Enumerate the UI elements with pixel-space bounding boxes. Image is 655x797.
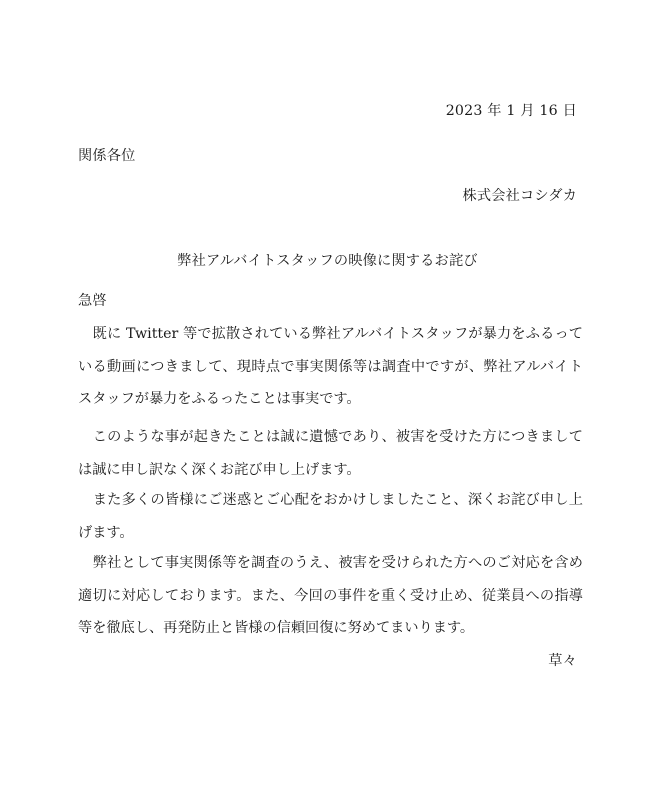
body-paragraph-4-text: 弊社として事実関係等を調査のうえ、被害を受けられた方へのご対応を含め適切に対応しております。また、今回の事件を重く受け止め、従業員への指導等を徹底し、再発防止と皆様の信頼回復に努めてまいります。	[78, 555, 583, 636]
sender-company: 株式会社コシダカ	[462, 188, 577, 204]
letter-date: 2023 年 1 月 16 日	[445, 103, 577, 119]
body-paragraph-1	[78, 318, 583, 416]
body-paragraph-1-text: 既に Twitter 等で拡散されている弊社アルバイトスタッフが暴力をふるっている動画につきまして、現時点で事実関係等は調査中ですが、弊社アルバイトスタッフが暴力をふるったことは事実です。	[78, 326, 583, 407]
body-paragraph-3-text: また多くの皆様にご迷惑とご心配をおかけしましたこと、深くお詫び申し上げます。	[78, 492, 583, 541]
letter-title: 弊社アルバイトスタッフの映像に関するお詫び	[177, 253, 478, 269]
opening-greeting: 急啓	[78, 293, 107, 309]
body-paragraph-4	[78, 547, 583, 645]
body-paragraph-3	[78, 484, 583, 549]
body-paragraph-2-text: このような事が起きたことは誠に遺憾であり、被害を受けた方につきましては誠に申し訳なく深くお詫び申し上げます。	[78, 429, 583, 478]
addressee: 関係各位	[78, 148, 136, 164]
body-paragraph-2	[78, 421, 583, 486]
closing-remark: 草々	[548, 653, 577, 669]
